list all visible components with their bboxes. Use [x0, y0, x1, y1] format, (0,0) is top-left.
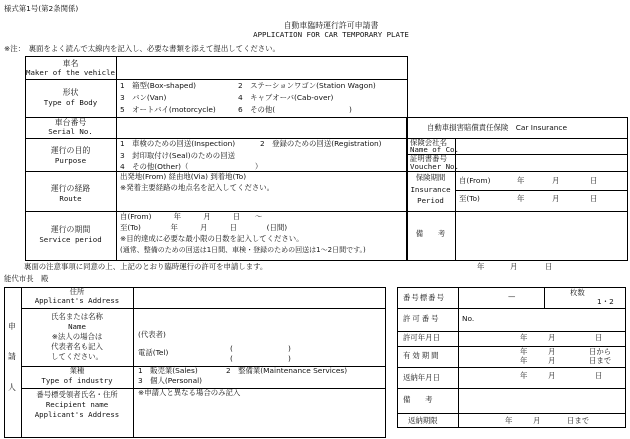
serial-value[interactable] — [118, 119, 404, 136]
return-date-label: 返納年月日 — [403, 373, 440, 382]
return-date-month: 月 — [548, 371, 556, 380]
name-note-3: してください。 — [51, 352, 103, 361]
industry-option-maintenance[interactable]: 2 整備業(Maintenance Services) — [226, 366, 348, 375]
permit-date-day: 日 — [595, 333, 603, 342]
route-label-en: Route — [59, 194, 82, 203]
maker-value[interactable] — [118, 58, 404, 77]
insurance-to-year[interactable]: 年 — [517, 194, 525, 203]
body-option-box[interactable]: 1 箱型(Box-shaped) — [120, 81, 197, 90]
form-number: 様式第1号(第2条関係) — [4, 4, 79, 13]
body-option-cab-over[interactable]: 4 キャブオーバ(Cab-over) — [238, 93, 334, 102]
recipient-label-en-2: Applicant's Address — [34, 410, 120, 419]
insurer-name-label: 保険会社名 — [410, 138, 447, 147]
address-value[interactable] — [135, 289, 383, 306]
serial-label: 車台番号 — [54, 118, 87, 127]
application-date-month[interactable]: 月 — [510, 262, 518, 271]
insurance-header: 自動車損害賠償責任保険 Car Insurance — [427, 123, 568, 132]
validity-to-month: 月 — [548, 356, 556, 365]
recipient-note: ※申請人と異なる場合のみ記入 — [138, 388, 241, 397]
validity-to-year: 年 — [520, 356, 528, 365]
plate-number-dash: — — [508, 292, 516, 301]
name-note-2: 代表者名も記入 — [51, 342, 103, 351]
insurance-from-year[interactable]: 年 — [517, 176, 525, 185]
serial-label-en: Serial No. — [48, 127, 93, 136]
applicant-side-label-3: 人 — [8, 383, 16, 392]
return-deadline-month: 月 — [533, 416, 541, 425]
insurance-period-label: 保険期間 — [415, 173, 446, 182]
maker-label-en: Maker of the vehicle — [26, 68, 115, 77]
body-option-other[interactable]: 6 その他( ) — [238, 105, 352, 114]
insurance-period-label-en: Insurance — [410, 185, 451, 194]
recipient-label-en: Recipient name — [45, 400, 109, 409]
maker-label: 車名 — [62, 59, 79, 68]
return-deadline-label: 返納期限 — [408, 416, 438, 425]
service-period-note: ※目的達成に必要な最小限の日数を記入してください。 — [120, 234, 304, 243]
address-label-en: Applicant's Address — [34, 296, 120, 305]
service-period-from[interactable]: 自(From) 年 月 日 ～ — [120, 212, 263, 221]
validity-from-suffix: 日から — [589, 347, 612, 356]
permit-number-label: 許可番号 — [403, 314, 441, 323]
plate-number-label: 番号標番号 — [403, 293, 445, 302]
validity-to-suffix: 日まで — [589, 356, 612, 365]
body-option-station-wagon[interactable]: 2 ステーションワゴン(Station Wagon) — [238, 81, 376, 90]
industry-label: 業種 — [69, 366, 85, 375]
phone-input[interactable] — [236, 345, 286, 365]
applicant-side-label-1: 申 — [8, 322, 16, 331]
validity-from-year: 年 — [520, 347, 528, 356]
purpose-label: 運行の目的 — [50, 146, 91, 155]
agreement-statement: 裏面の注意事項に同意の上、上記のとおり臨時運行の許可を申請します。 — [24, 262, 268, 271]
name-note-1: ※法人の場合は — [51, 332, 103, 341]
route-fields[interactable]: 出発地(From) 経由地(Via) 到着地(To) — [120, 172, 247, 181]
body-option-van[interactable]: 3 バン(Van) — [120, 93, 167, 102]
insurance-to-day[interactable]: 日 — [590, 194, 598, 203]
office-remarks-label: 備 考 — [403, 395, 433, 404]
form-title-english: APPLICATION FOR CAR TEMPORARY PLATE — [253, 30, 409, 39]
route-label: 運行の経路 — [50, 184, 91, 193]
permit-date-label: 許可年月日 — [403, 333, 440, 342]
return-date-day: 日 — [595, 371, 603, 380]
applicant-side-label-2: 請 — [8, 352, 16, 361]
application-date-year[interactable]: 年 — [477, 262, 485, 271]
addressee: 能代市長 殿 — [4, 274, 49, 283]
body-type-label-en: Type of Body — [43, 98, 98, 107]
service-period-label-en: Service period — [39, 235, 102, 244]
sheet-count-label: 枚数 — [570, 288, 585, 297]
purpose-label-en: Purpose — [54, 156, 87, 165]
purpose-option-seal[interactable]: 3 封印取付け(Seal)のための回送 — [120, 151, 235, 160]
insurance-period-label-en2: Period — [417, 196, 444, 205]
phone-paren-close-1: ) — [288, 344, 291, 353]
voucher-label: 証明書番号 — [410, 154, 447, 163]
service-period-label: 運行の期間 — [50, 225, 91, 234]
remarks-label: 備 考 — [415, 229, 446, 238]
instruction-note: ※注： 裏面をよく読んで太線内を記入し、必要な書類を添えて提出してください。 — [4, 44, 280, 53]
name-label: 氏名または名称 — [51, 312, 103, 321]
service-period-to[interactable]: 至(To) 年 月 日 (日間) — [120, 223, 288, 232]
insurance-from-day[interactable]: 日 — [590, 176, 598, 185]
recipient-value[interactable] — [135, 399, 383, 435]
phone-label: 電話(Tel) — [138, 348, 169, 357]
route-note: ※発着主要経路の地点名を記入してください。 — [120, 183, 275, 192]
insurance-to-label: 至(To) — [459, 194, 480, 203]
validity-from-month: 月 — [548, 347, 556, 356]
purpose-option-registration[interactable]: 2 登録のための回送(Registration) — [260, 139, 382, 148]
insurance-from-label: 自(From) — [459, 176, 491, 185]
phone-paren-close-2: ) — [288, 354, 291, 363]
permit-date-year: 年 — [520, 333, 528, 342]
form-title: 自動車臨時運行許可申請書 — [283, 21, 379, 30]
purpose-option-inspection[interactable]: 1 車検のための回送(Inspection) — [120, 139, 236, 148]
application-date-day[interactable]: 日 — [545, 262, 553, 271]
insurance-from-month[interactable]: 月 — [552, 176, 560, 185]
industry-label-en: Type of industry — [41, 376, 113, 385]
validity-label: 有効期間 — [403, 351, 441, 360]
return-date-year: 年 — [520, 371, 528, 380]
name-label-en: Name — [68, 322, 86, 331]
return-deadline-year: 年 — [505, 416, 513, 425]
insurer-name-label-en: Name of Co. — [410, 145, 459, 154]
permit-number-prefix: No. — [462, 314, 475, 323]
address-label: 住所 — [69, 287, 85, 296]
phone-paren-open-1: ( — [230, 344, 233, 353]
recipient-label: 番号標受領者氏名・住所 — [36, 390, 118, 399]
body-option-motorcycle[interactable]: 5 オートバイ(motorcycle) — [120, 105, 216, 114]
insurance-to-month[interactable]: 月 — [552, 194, 560, 203]
industry-option-personal[interactable]: 3 個人(Personal) — [138, 376, 203, 385]
permit-date-month: 月 — [548, 333, 556, 342]
voucher-label-en: Voucher No. — [410, 162, 459, 171]
purpose-option-other[interactable]: 4 その他(Other)（ ） — [120, 162, 263, 171]
representative-label: (代表者) — [138, 330, 166, 339]
phone-paren-open-2: ( — [230, 354, 233, 363]
body-type-label: 形状 — [62, 88, 79, 97]
return-deadline-suffix: 日まで — [567, 416, 590, 425]
industry-option-sales[interactable]: 1 販売業(Sales) — [138, 366, 198, 375]
service-period-note-2: (通常、整備のための回送は1日間、車検・登録のための回送は1～2日間です。) — [120, 246, 366, 254]
sheet-count-value: 1・2 — [597, 297, 614, 306]
